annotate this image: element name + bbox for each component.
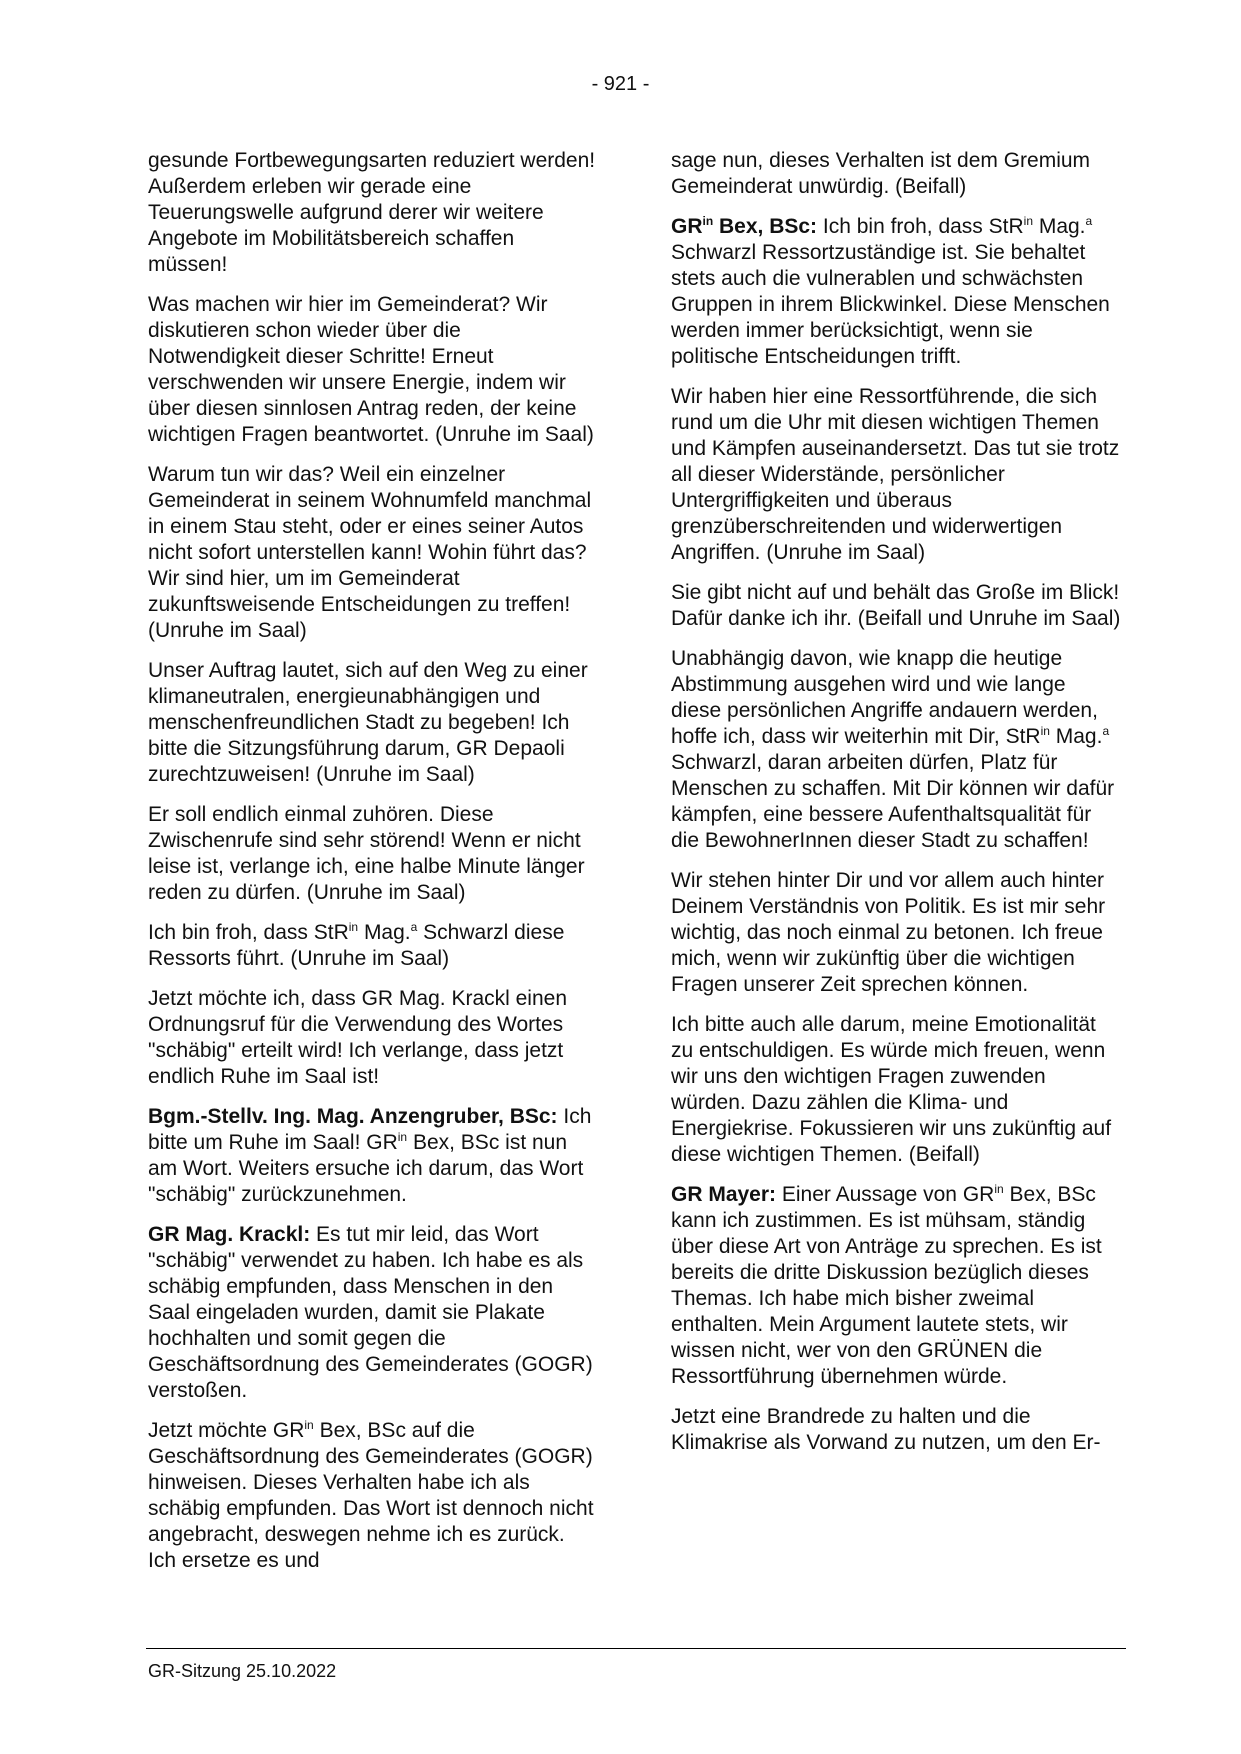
speaker-name: GR Mayer:: [671, 1183, 777, 1206]
superscript: in: [1023, 214, 1033, 228]
superscript: in: [702, 214, 714, 228]
superscript: a: [1102, 724, 1110, 738]
text-run: GR: [671, 215, 703, 238]
paragraph: Unser Auftrag lautet, sich auf den Weg zu einer klimaneutralen, energieunabhängigen und menschenfreundlichen Stadt zu begeben! Ich bitte die Sitzungsführung darum, GR Depaoli zurechtzuweisen! (Unruhe im Saal): [148, 659, 588, 786]
superscript: a: [1085, 214, 1093, 228]
text-run: Schwarzl Ressortzuständige ist. Sie behaltet stets auch die vulnerablen und schwächsten Gruppen in ihrem Blickwinkel. Diese Menschen werden immer berücksichtigt, wenn sie politische Entscheidungen trifft.: [671, 241, 1110, 368]
footer-session-date: GR-Sitzung 25.10.2022: [148, 1661, 337, 1681]
page-number: - 921 -: [591, 73, 650, 95]
text-run: Es tut mir leid, das Wort "schäbig" verwendet zu haben. Ich habe es als schäbig empfunden, dass Menschen in den Saal eingeladen wurden, damit sie Plakate hochhalten und somit gegen die Geschäftsordnung des Gemeinderates (GOGR) verstoßen.: [148, 1223, 593, 1402]
paragraph: [671, 1182, 1121, 1390]
text-run: Schwarzl diese Ressorts führt. (Unruhe im Saal): [148, 921, 565, 970]
paragraph: Er soll endlich einmal zuhören. Diese Zwischenrufe sind sehr störend! Wenn er nicht leise ist, verlange ich, eine halbe Minute länger reden zu dürfen. (Unruhe im Saal): [148, 803, 585, 904]
text-run: Bex, BSc auf die Geschäftsordnung des Gemeinderates (GOGR) hinweisen. Dieses Verhalten habe ich als schäbig empfunden. Das Wort ist dennoch nicht angebracht, deswegen nehme ich es zurück. Ich ersetze es und: [148, 1419, 594, 1572]
paragraph: gesunde Fortbewegungsarten reduziert werden! Außerdem erleben wir gerade eine Teuerungswelle aufgrund derer wir weitere Angebote im Mobilitätsbereich schaffen müssen!: [148, 149, 596, 276]
text-run: Mag.: [1033, 215, 1086, 238]
text-run: Ich bin froh, dass StR: [148, 921, 349, 944]
superscript: a: [410, 920, 418, 934]
text-run: Ich bitte um Ruhe im Saal! GR: [148, 1105, 592, 1154]
speaker-name: GR Mag. Krackl:: [148, 1223, 311, 1246]
text-run: Ich bin froh, dass StR: [817, 215, 1024, 238]
paragraph: Jetzt möchte ich, dass GR Mag. Krackl einen Ordnungsruf für die Verwendung des Wortes "schäbig" erteilt wird! Ich verlange, dass jetzt endlich Ruhe im Saal ist!: [148, 987, 568, 1088]
paragraph: Jetzt eine Brandrede zu halten und die Klimakrise als Vorwand zu nutzen, um den Er-: [671, 1405, 1101, 1454]
paragraph: Was machen wir hier im Gemeinderat? Wir diskutieren schon wieder über die Notwendigkeit dieser Schritte! Erneut verschwenden wir unsere Energie, indem wir über diesen sinnlosen Antrag reden, der keine wichtigen Fragen beantwortet. (Unruhe im Saal): [148, 293, 594, 446]
paragraph: [148, 920, 598, 972]
text-run: Unabhängig davon, wie knapp die heutige Abstimmung ausgehen wird und wie lange diese persönlichen Angriffe andauern werden, hoffe ich, dass wir weiterhin mit Dir, StR: [671, 647, 1098, 748]
paragraph: [148, 1104, 598, 1208]
superscript: in: [397, 1130, 408, 1144]
superscript: in: [994, 1182, 1004, 1196]
paragraph: [148, 1222, 598, 1404]
paragraph: Wir haben hier eine Ressortführende, die sich rund um die Uhr mit diesen wichtigen Themen und Kämpfen auseinandersetzt. Das tut sie trotz all dieser Widerstände, persönlicher Untergriffigkeiten und überaus grenzüberschreitenden und widerwertigen Angriffen. (Unruhe im Saal): [671, 385, 1120, 564]
paragraph: [671, 214, 1121, 370]
paragraph: Warum tun wir das? Weil ein einzelner Gemeinderat in seinem Wohnumfeld manchmal in einem Stau steht, oder er eines seiner Autos nicht sofort unterstellen kann! Wohin führt das? Wir sind hier, um im Gemeinderat zukunftsweisende Entscheidungen zu treffen! (Unruhe im Saal): [148, 463, 592, 642]
paragraph: sage nun, dieses Verhalten ist dem Gremium Gemeinderat unwürdig. (Beifall): [671, 149, 1091, 198]
text-run: Mag.: [358, 921, 411, 944]
text-run: Mag.: [1049, 725, 1103, 748]
paragraph: Wir stehen hinter Dir und vor allem auch hinter Deinem Verständnis von Politik. Es ist mir sehr wichtig, das noch einmal zu betonen. Ich freue mich, wenn wir zukünftig über die wichtigen Fragen unserer Zeit sprechen können.: [671, 869, 1106, 996]
right-column: [671, 148, 1121, 1470]
paragraph: Sie gibt nicht auf und behält das Große im Blick! Dafür danke ich ihr. (Beifall und Unruhe im Saal): [671, 581, 1121, 630]
superscript: in: [1040, 724, 1050, 738]
text-run: Jetzt möchte GR: [148, 1419, 305, 1442]
text-run: Bex, BSc:: [713, 215, 818, 238]
text-run: Bex, BSc ist nun am Wort. Weiters ersuche ich darum, das Wort "schäbig" zurückzunehmen.: [148, 1131, 584, 1206]
paragraph: [671, 646, 1121, 854]
text-run: Bex, BSc kann ich zustimmen. Es ist mühsam, ständig über diese Art von Anträge zu sprechen. Es ist bereits die dritte Diskussion bezüglich dieses Themas. Ich habe mich bisher zweimal enthalten. Mein Argument lautete stets, wir wissen nicht, wer von den GRÜNEN die Ressortführung übernehmen würde.: [671, 1183, 1102, 1388]
speaker-name: Bgm.-Stellv. Ing. Mag. Anzengruber, BSc:: [148, 1105, 558, 1128]
left-column: [148, 148, 598, 1588]
paragraph: [148, 1418, 598, 1574]
speaker-name: [671, 215, 817, 238]
superscript: in: [304, 1418, 314, 1432]
text-run: Einer Aussage von GR: [776, 1183, 995, 1206]
text-run: Schwarzl, daran arbeiten dürfen, Platz für Menschen zu schaffen. Mit Dir können wir dafür kämpfen, eine bessere Aufenthaltsqualität für die BewohnerInnen dieser Stadt zu schaffen!: [671, 751, 1115, 852]
superscript: in: [348, 920, 359, 934]
footer-divider: [146, 1648, 1126, 1649]
paragraph: Ich bitte auch alle darum, meine Emotionalität zu entschuldigen. Es würde mich freuen, wenn wir uns den wichtigen Fragen zuwenden würden. Dazu zählen die Klima- und Energiekrise. Fokussieren wir uns zukünftig auf diese wichtigen Themen. (Beifall): [671, 1013, 1112, 1166]
